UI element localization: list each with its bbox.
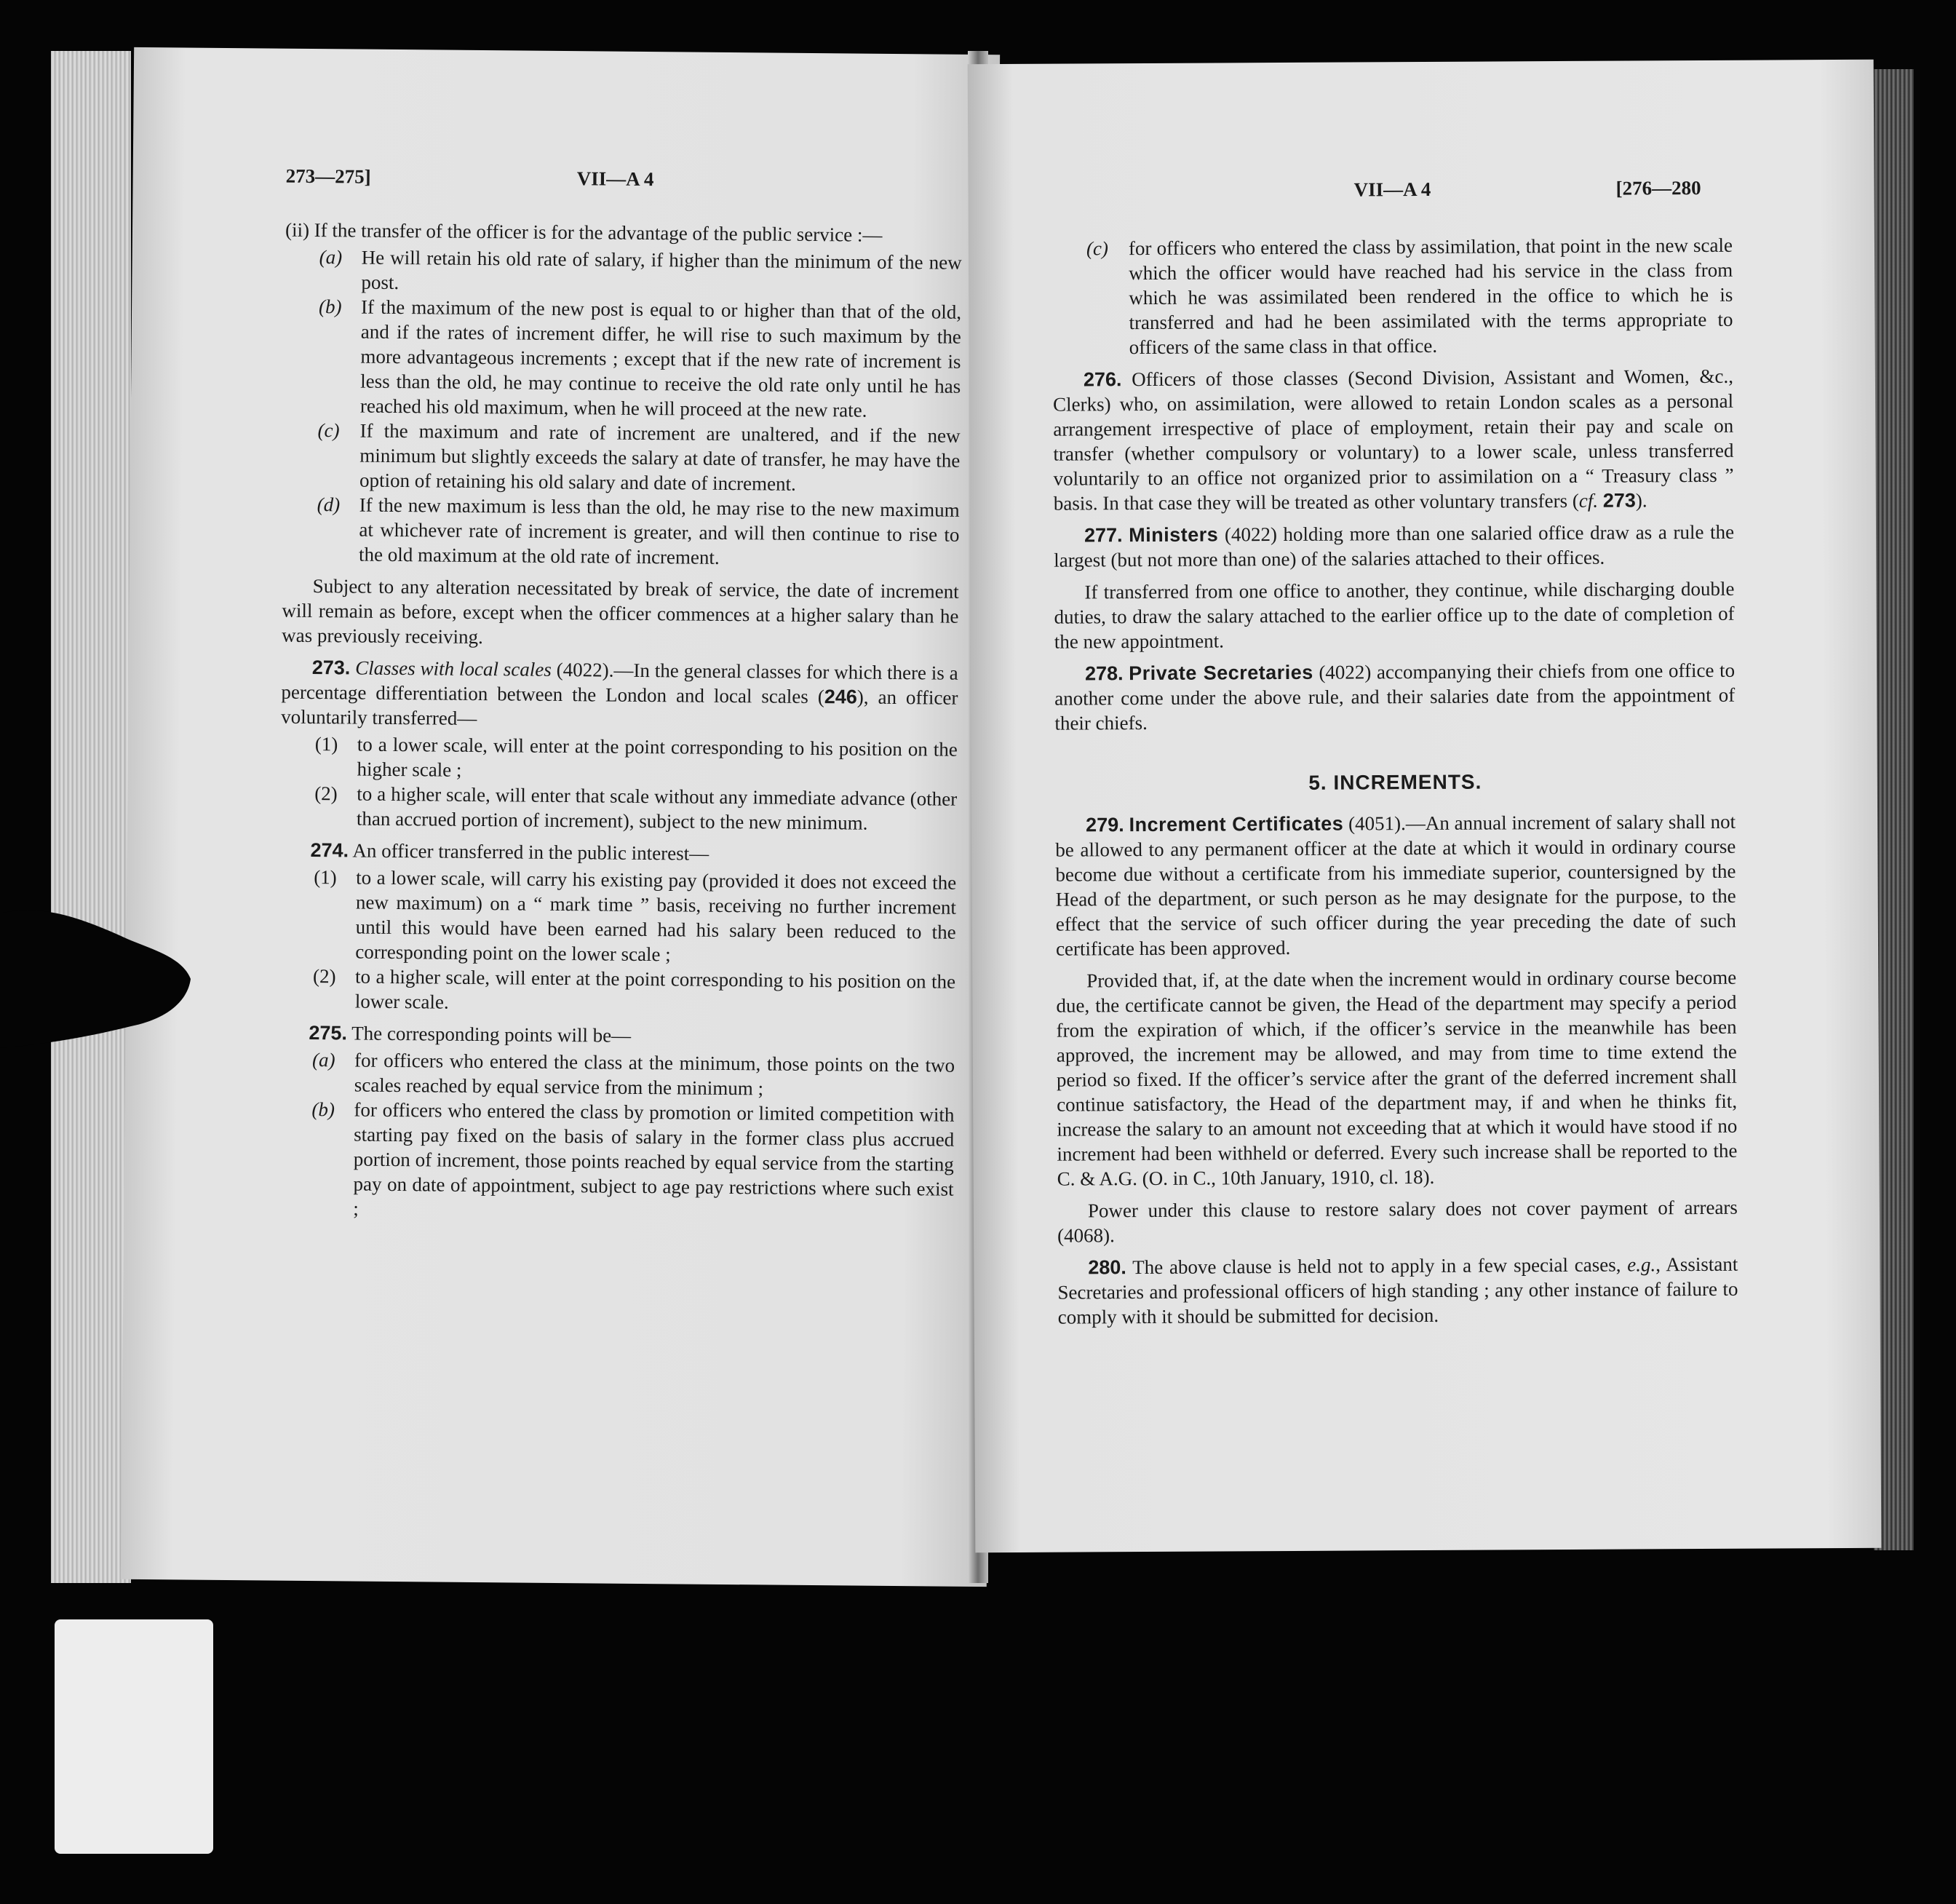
paragraph-number: 278. xyxy=(1084,662,1124,685)
blank-calibration-card xyxy=(55,1619,213,1854)
numbered-paragraph xyxy=(278,1020,955,1051)
item-marker: (b) xyxy=(318,295,342,318)
item-text: for officers who entered the class by promotion or limited competition with starting pay fixed on the basis of salary in the former class plus accrued portion of increment, those points reached by equal service from the starting pay on date of appointment, subject to age pay restrictions where such exist ; xyxy=(353,1098,955,1220)
right-page xyxy=(968,60,1882,1552)
paragraph-text: (4022).—In the general classes for which there is a percentage differentiation between the London and local scales ( xyxy=(281,658,958,708)
paragraph: (ii) If the transfer of the officer is for the advantage of the public service :— xyxy=(285,218,883,246)
numbered-paragraph xyxy=(1057,1252,1738,1330)
abbreviation: cf. xyxy=(1578,489,1599,512)
item-text: to a lower scale, will carry his existing pay (provided it does not exceed the new maximum) on a “ mark time ” basis, receiving no further increment until this would have been earned had his salary been reduced to the corresponding point on the lower scale ; xyxy=(355,866,957,966)
right-page-chapter-label: VII—A 4 xyxy=(1353,178,1431,201)
numbered-paragraph xyxy=(1055,809,1736,961)
item-text: If the new maximum is less than the old, he may rise to the new maximum at whichever rate of increment is greater, and will then continue to rise to the old maximum at the old rate of increment. xyxy=(359,493,960,568)
paragraph-text-end: , Assistant Secretaries and professional officers of high standing ; any other instance of failure to comply with it should be submitted for decision. xyxy=(1057,1253,1738,1328)
paragraph-number: 273. xyxy=(311,657,351,679)
list-item xyxy=(277,1097,954,1226)
paragraph-text: Officers of those classes (Second Division, Assistant and Women, &c., Clerks) who, on assimilation, were allowed to retain London scales as a personal arrangement irrespective of place of employment, retain their pay and scale on transfer (whether compulsory or voluntary) to a lower scale, unless transferred voluntarily to an office not organized prior to assimilation on a “ Treasury class ” basis. In that case they will be treated as other voluntary transfers ( xyxy=(1053,365,1734,515)
cross-reference: 246 xyxy=(824,686,857,708)
paragraph-text: An officer transferred in the public interest— xyxy=(349,839,709,865)
item-marker: (1) xyxy=(314,866,337,889)
list-item xyxy=(280,781,958,836)
paragraph: Subject to any alteration necessitated by break of service, the date of increment will remain as before, except when the officer commences at a higher salary than he was previously receiving. xyxy=(282,575,959,648)
paragraph-text: The corresponding points will be— xyxy=(346,1022,632,1047)
numbered-paragraph xyxy=(279,838,956,868)
left-page xyxy=(121,47,1000,1587)
paragraph-number: 277. xyxy=(1084,524,1123,547)
paragraph-number: 280. xyxy=(1088,1256,1126,1279)
item-text: to a higher scale, will enter that scale without any immediate advance (other than accrued portion of increment), subject to the new minimum. xyxy=(356,782,958,834)
item-text: If the maximum of the new post is equal to or higher than that of the old, and if the rates of increment differ, he will rise to such maximum by the more advantageous increments ; except that if the new rate of increment is less than the old, he may continue to receive the old rate only until he has reached his old maximum, when he will proceed at the new rate. xyxy=(359,295,962,421)
paragraph-text-end: ). xyxy=(1635,489,1647,512)
abbreviation: e.g. xyxy=(1627,1253,1656,1276)
list-item xyxy=(282,492,960,572)
list-item xyxy=(283,418,961,498)
paragraph-number: 276. xyxy=(1083,368,1122,391)
item-marker: (2) xyxy=(312,965,336,988)
section-heading: 5. INCREMENTS. xyxy=(1308,770,1482,794)
right-running-header xyxy=(968,176,1874,210)
item-marker: (1) xyxy=(314,733,338,755)
left-running-header xyxy=(132,164,998,200)
item-text: for officers who entered the class at the minimum, those points on the two scales reached by equal service from the minimum ; xyxy=(354,1049,955,1100)
scanner-thumb-shadow xyxy=(0,899,191,1052)
paragraph-text: (4022) holding more than one salaried office draw as a rule the largest (but not more than one) of the salaries attached to their offices. xyxy=(1054,520,1735,571)
list-item xyxy=(284,294,961,424)
left-page-section-range: 273—275] xyxy=(285,164,371,188)
list-item xyxy=(1052,233,1733,360)
left-page-body xyxy=(277,218,962,1226)
paragraph: Power under this clause to restore salary does not cover payment of arrears (4068). xyxy=(1057,1196,1738,1247)
list-item xyxy=(280,731,958,787)
paragraph-heading: Ministers xyxy=(1129,523,1219,547)
item-text: to a higher scale, will enter at the point corresponding to his position on the lower scale. xyxy=(354,965,956,1013)
paragraph-heading: Private Secretaries xyxy=(1129,661,1313,685)
item-marker: (a) xyxy=(311,1049,335,1071)
item-marker: (d) xyxy=(317,493,341,516)
list-item xyxy=(279,964,956,1019)
cross-reference: 273 xyxy=(1602,489,1636,512)
list-item xyxy=(285,245,962,300)
paragraph-text: (4051).—An annual increment of salary shall not be allowed to any permanent officer at the date at which it would in ordinary course become due without a certificate from his immediate superior, countersigned by the Head of the department, or such person as he may designate for the purpose, to the effect that the service of such officer during the year preceding the date of such certificate has been approved. xyxy=(1055,810,1736,960)
numbered-paragraph xyxy=(1054,520,1734,573)
left-page-chapter-label: VII—A 4 xyxy=(576,167,654,191)
paragraph-heading: Increment Certificates xyxy=(1129,812,1344,836)
item-marker: (2) xyxy=(314,782,338,805)
item-marker: (c) xyxy=(1086,237,1109,260)
paragraph-number: 275. xyxy=(309,1021,348,1044)
paragraph-number: 274. xyxy=(310,839,349,862)
paragraph: If transferred from one office to another, they continue, while discharging double duties, to draw the salary attached to the earlier office up to the date of completion of the new appointment. xyxy=(1054,577,1735,653)
paragraph-text: The above clause is held not to apply in a few special cases, xyxy=(1126,1253,1628,1279)
numbered-paragraph xyxy=(1053,364,1734,516)
item-text: for officers who entered the class by assimilation, that point in the new scale which the officer would have reached had his service in the class from which he was assimilated been rendered in the office to which he is transferred and had he been assimilated with the terms appropriate to officers of the same class in that office. xyxy=(1128,234,1733,359)
numbered-paragraph xyxy=(1054,658,1736,736)
paragraph-text: (4022) accompanying their chiefs from one office to another come under the above rule, and their salaries date from the appointment of their chiefs. xyxy=(1054,659,1736,734)
paragraph-number: 279. xyxy=(1086,814,1124,836)
item-text: to a lower scale, will enter at the point corresponding to his position on the higher scale ; xyxy=(357,733,958,781)
item-text: He will retain his old rate of salary, if higher than the minimum of the new post. xyxy=(361,246,962,294)
item-marker: (c) xyxy=(317,419,340,442)
paragraph: Provided that, if, at the date when the increment would in ordinary course become due, the certificate cannot be given, the Head of the department may specify a period from the expiration of which, if the officer’s service in the meanwhile has been approved, the increment may be allowed, and may from time to time extend the period so fixed. If the officer’s service after the grant of the deferred increment shall continue satisfactory, the Head of the department may, if and when he thinks fit, increase the salary to an amount not exceeding that at which it would have stood if no increment had been withheld or deferred. Every such increase shall be reported to the C. & A.G. (O. in C., 10th January, 1910, cl. 18). xyxy=(1056,966,1738,1190)
item-marker: (a) xyxy=(319,246,343,269)
left-page-edges xyxy=(51,51,131,1583)
right-page-body xyxy=(1052,233,1738,1332)
paragraph-text-end: ), an officer voluntarily transferred— xyxy=(281,686,958,729)
numbered-paragraph xyxy=(281,655,958,735)
item-marker: (b) xyxy=(311,1098,335,1121)
list-item xyxy=(278,1047,955,1103)
paragraph-heading: Classes with local scales xyxy=(355,657,552,681)
right-page-section-range: [276—280 xyxy=(1615,176,1701,199)
list-item xyxy=(279,865,956,969)
item-text: If the maximum and rate of increment are unaltered, and if the new minimum but slightly exceeds the salary at date of transfer, he may have the option of retaining his old salary and date of increment. xyxy=(359,419,961,495)
